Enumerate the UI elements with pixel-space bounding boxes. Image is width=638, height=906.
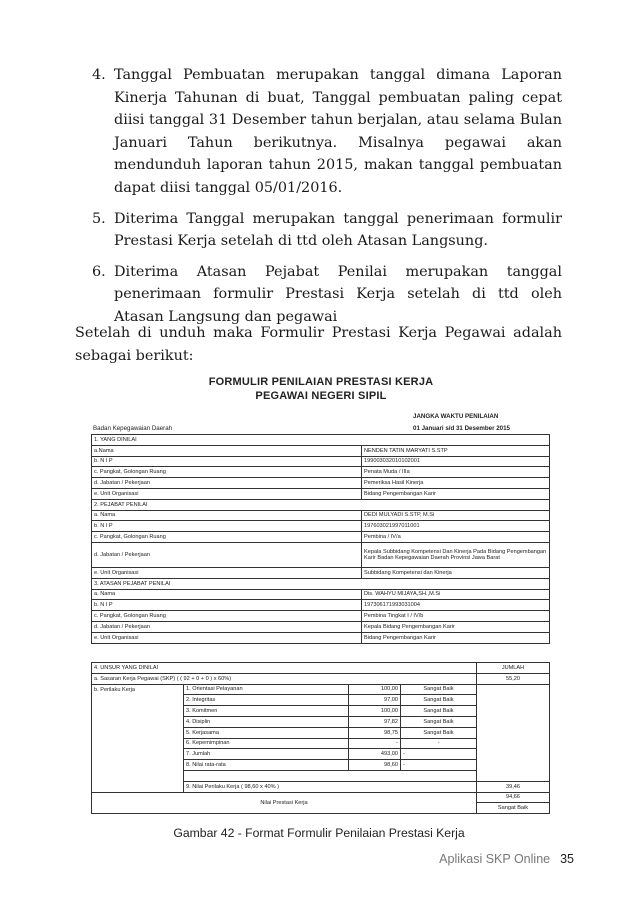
form-image	[87, 370, 555, 822]
row-value: 199003032010102001	[362, 456, 550, 467]
table-row	[92, 684, 550, 695]
assessment-table	[91, 662, 550, 814]
row-label: e. Unit Organisasi	[92, 488, 362, 499]
figure-caption: Gambar 42 - Format Formulir Penilaian Prestasi Kerja	[173, 826, 465, 840]
row-value: Subbidang Kompetensi dan Kinerja	[362, 567, 550, 578]
list-item	[92, 64, 562, 200]
list-number: 6.	[92, 263, 106, 280]
item-grade: Sangat Baik	[401, 684, 477, 695]
nilai-prestasi-label: Nilai Prestasi Kerja	[92, 792, 477, 814]
row-label: b. N I P	[92, 521, 362, 532]
row-value: DEDI MULYADI S.STP, M.Si	[362, 510, 550, 521]
section-header: 4. UNSUR YANG DINILAI	[92, 663, 477, 674]
table-row	[92, 532, 550, 543]
item-name: 4. Disiplin	[184, 716, 349, 727]
item-score: -	[349, 738, 401, 749]
table-row	[92, 435, 550, 446]
nilai-perilaku-label: 9. Nilai Perilaku Kerja ( 98,60 x 40% )	[184, 781, 477, 792]
row-value: Bidang Pengembangan Karir	[362, 488, 550, 499]
page-number: 35	[560, 852, 574, 866]
section-header: 2. PEJABAT PENILAI	[92, 499, 550, 510]
row-label: a.Nama	[92, 445, 362, 456]
instruction-list	[92, 64, 562, 337]
row-label: b. N I P	[92, 456, 362, 467]
item-name: 7. Jumlah	[184, 749, 349, 760]
table-row	[92, 567, 550, 578]
row-label: a. Nama	[92, 510, 362, 521]
jumlah-header: JUMLAH	[477, 663, 550, 674]
table-row	[92, 467, 550, 478]
row-label: c. Pangkat, Golongan Ruang	[92, 532, 362, 543]
row-label: c. Pangkat, Golongan Ruang	[92, 611, 362, 622]
table-row	[92, 542, 550, 567]
row-label: d. Jabatan / Pekerjaan	[92, 478, 362, 489]
skp-value: 55,20	[477, 673, 550, 684]
item-grade: Sangat Baik	[401, 695, 477, 706]
item-name: 3. Komitmen	[184, 706, 349, 717]
list-item	[92, 208, 562, 253]
table-row	[92, 611, 550, 622]
row-value: Kepala Bidang Pengembangan Karir	[362, 621, 550, 632]
row-value: 197603021997011001	[362, 521, 550, 532]
table-row	[92, 521, 550, 532]
blank-row	[184, 770, 477, 781]
item-grade: -	[401, 749, 477, 760]
row-value: Dis. WAHYU MIJAYA,SH.,M.Si	[362, 589, 550, 600]
item-grade: Sangat Baik	[401, 727, 477, 738]
page-footer	[439, 852, 574, 866]
row-label: e. Unit Organisasi	[92, 567, 362, 578]
table-row	[92, 456, 550, 467]
row-value: Penata Muda / IIIa	[362, 467, 550, 478]
item-score: 98,60	[349, 760, 401, 771]
row-label: e. Unit Organisasi	[92, 632, 362, 643]
item-score: 98,75	[349, 727, 401, 738]
agency-name: Badan Kepegawaian Daerah	[93, 425, 173, 432]
item-grade: Sangat Baik	[401, 716, 477, 727]
row-value: 197306171993031004	[362, 600, 550, 611]
table-row	[92, 578, 550, 589]
form-subtitle: PEGAWAI NEGERI SIPIL	[255, 390, 387, 402]
identity-table	[91, 434, 550, 644]
perilaku-label: b. Perilaku Kerja	[92, 684, 184, 792]
period-label: JANGKA WAKTU PENILAIAN	[413, 413, 499, 420]
row-value: Pemeriksa Hasil Kinerja	[362, 478, 550, 489]
table-row	[92, 510, 550, 521]
item-score: 100,00	[349, 684, 401, 695]
nilai-perilaku-value: 39,46	[477, 781, 550, 792]
intro-paragraph: Setelah di unduh maka Formulir Prestasi Kerja Pegawai adalah sebagai berikut:	[75, 325, 562, 364]
item-grade: -	[401, 760, 477, 771]
table-row	[92, 499, 550, 510]
item-score: 100,00	[349, 706, 401, 717]
skp-label: a. Sasaran Kerja Pegawai (SKP) ( ( 92 + 0 + 0 ) x 60%)	[92, 673, 477, 684]
section-header: 1. YANG DINILAI	[92, 435, 550, 446]
row-value: NENDEN TATIN MARYATI S.STP	[362, 445, 550, 456]
jumlah-blank	[477, 684, 550, 781]
table-row	[92, 600, 550, 611]
item-score: 493,00	[349, 749, 401, 760]
row-label: d. Jabatan / Pekerjaan	[92, 542, 362, 567]
nilai-prestasi-value: 94,66	[477, 792, 550, 803]
nilai-prestasi-grade: Sangat Baik	[477, 803, 550, 814]
list-number: 4.	[92, 67, 106, 83]
row-label: b. N I P	[92, 600, 362, 611]
list-text: Diterima Tanggal merupakan tanggal penerimaan formulir Prestasi Kerja setelah di ttd oleh Atasan Langsung.	[114, 210, 562, 250]
table-row	[92, 621, 550, 632]
table-row	[92, 632, 550, 643]
row-value: Bidang Pengembangan Karir	[362, 632, 550, 643]
table-row	[92, 589, 550, 600]
row-label: a. Nama	[92, 589, 362, 600]
row-value: Pembina Tingkat I / IV/b	[362, 611, 550, 622]
table-row	[92, 478, 550, 489]
list-text: Tanggal Pembuatan merupakan tanggal dimana Laporan Kinerja Tahunan di buat, Tanggal pembuatan paling cepat diisi tanggal 31 Desember tahun berjalan, atau selama Bulan Januari Tahun berikutnya. Misalnya pegawai akan mendunduh laporan tahun 2015, makan tanggal pembuatan dapat diisi tanggal 05/01/2016.	[114, 67, 562, 196]
item-name: 1. Orientasi Pelayanan	[184, 684, 349, 695]
table-row	[92, 663, 550, 674]
item-grade: -	[401, 738, 477, 749]
row-label: c. Pangkat, Golongan Ruang	[92, 467, 362, 478]
item-name: 5. Kerjasama	[184, 727, 349, 738]
item-score: 97,00	[349, 695, 401, 706]
list-number: 5.	[92, 210, 106, 227]
item-name: 6. Kepemimpinan	[184, 738, 349, 749]
footer-app-name: Aplikasi SKP Online	[439, 852, 551, 866]
item-name: 8. Nilai rata-rata	[184, 760, 349, 771]
list-text: Diterima Atasan Pejabat Penilai merupakan tanggal penerimaan formulir Prestasi Kerja setelah di ttd oleh Atasan Langsung dan pegawai	[114, 263, 562, 325]
form-title: FORMULIR PENILAIAN PRESTASI KERJA	[208, 376, 434, 388]
item-name: 2. Integritas	[184, 695, 349, 706]
item-score: 97,82	[349, 716, 401, 727]
table-row	[92, 445, 550, 456]
table-row	[92, 673, 550, 684]
table-row	[92, 792, 550, 803]
list-item	[92, 261, 562, 329]
period-value: 01 Januari s/d 31 Desember 2015	[413, 425, 510, 432]
table-row	[92, 488, 550, 499]
row-value: Pembina / IV/a	[362, 532, 550, 543]
item-grade: Sangat Baik	[401, 706, 477, 717]
row-label: d. Jabatan / Pekerjaan	[92, 621, 362, 632]
section-header: 3. ATASAN PEJABAT PENILAI	[92, 578, 550, 589]
row-value: Kepala Subbidang Kompetensi Dan Kinerja Pada Bidang Pengembangan Karir Badan Kepegawaian Daerah Provinsi Jawa Barat	[362, 542, 550, 567]
